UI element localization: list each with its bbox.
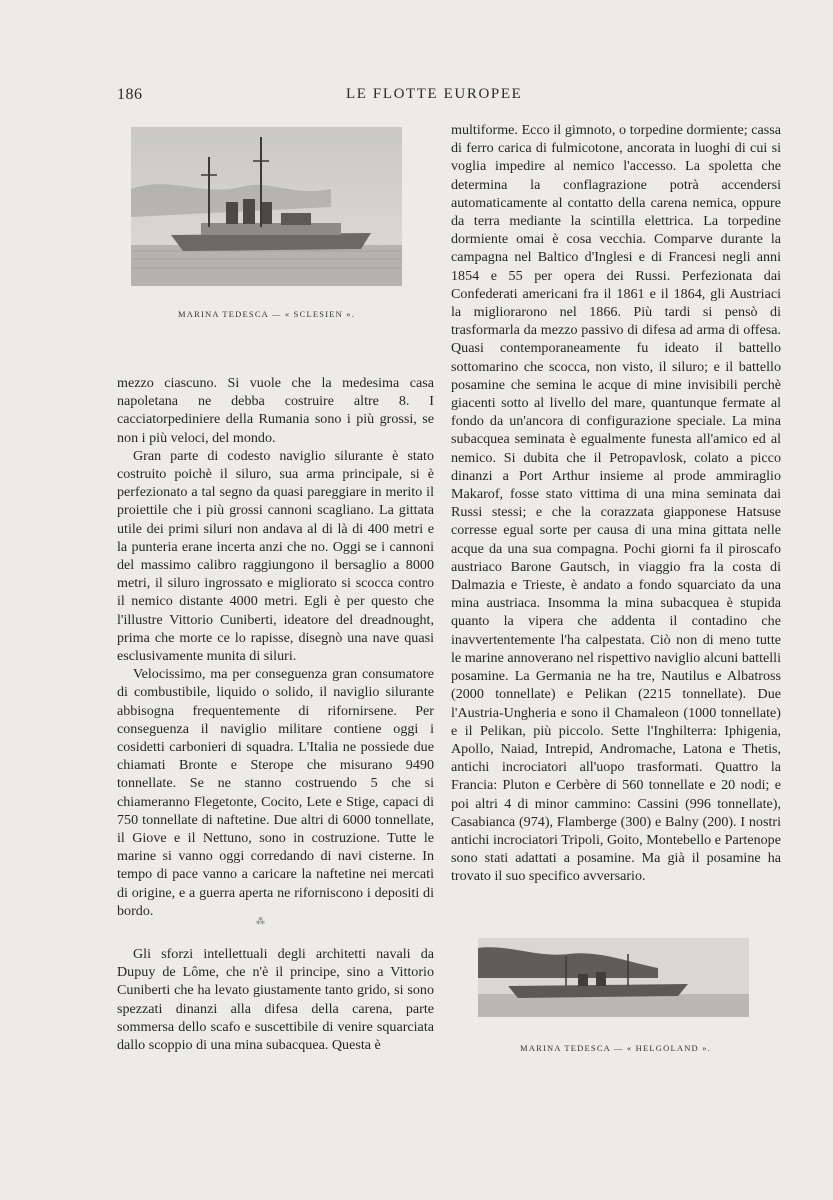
figure-caption-bottom: MARINA TEDESCA — « HELGOLAND ». bbox=[520, 1043, 711, 1053]
battleship-illustration bbox=[478, 938, 749, 1017]
paragraph: Velocissimo, ma per conseguenza gran consumatore di combustibile, liquido o solido, il naviglio silurante abbisogna frequentemente di rifornirsene. Per conseguenza il naviglio militare contiene oggi i cosidetti carbonieri di squadra. L'Italia ne possiede due chiamati Bronte e Sterope che misurano 9490 tonnellate. Se ne stanno costruendo 5 che si chiameranno Flegetonte, Cocito, Lete e Stige, capaci di 750 tonnellate di naftetine. Due altri di 6000 tonnellate, il Giove e il Nettuno, sono in costruzione. Tutte le marine si vanno oggi corredando di navi cisterne. In tempo di pace vanno a caricare la naftetine nei mercati di origine, e a guerra aperta ne riforniscono i depositi di bordo. bbox=[117, 666, 434, 919]
page-number: 186 bbox=[117, 86, 143, 103]
right-column bbox=[451, 121, 781, 886]
photo-helgoland bbox=[478, 938, 749, 1017]
battleship-illustration bbox=[131, 127, 402, 286]
ornament-dots: ⁂ bbox=[256, 916, 267, 926]
left-column bbox=[117, 374, 434, 920]
paragraph: Gran parte di codesto naviglio silurante è stato costruito poichè il siluro, sua arma principale, si è perfezionato a tal segno da quasi pareggiare in merito il proiettile che i più grossi cannoni scagliano. La gittata utile dei primi siluri non andava al di là di 400 metri e la punteria erane incerta anzi che no. Oggi se i cannoni del massimo calibro raggiungono il bersaglio a 8000 metri, il siluro ingrossato e migliorato si scocca contro il nemico distante 4000 metri. Egli è per questo che l'illustre Vittorio Cuniberti, ideatore del dreadnought, prima che morte ce lo rapisse, disegnò una nave quasi esclusivamente munita di siluri. bbox=[117, 447, 434, 665]
figure-caption-top: MARINA TEDESCA — « SCLESIEN ». bbox=[178, 309, 356, 319]
paragraph: mezzo ciascuno. Si vuole che la medesima casa napoletana ne debba costruire altre 8. I cacciatorpediniere della Rumania sono i più grossi, se non i più veloci, del mondo. bbox=[117, 375, 434, 446]
photo-sclesien bbox=[131, 127, 402, 286]
paragraph: Gli sforzi intellettuali degli architetti navali da Dupuy de Lôme, che n'è il principe, sino a Vittorio Cuniberti che ha levato giustamente tanto grido, si sono spezzati dinanzi alla difesa della carena, parte sommersa dello scafo e suscettibile di venire squarciata dallo scoppio di una mina subacquea. Questa è bbox=[117, 946, 434, 1054]
bottom-column bbox=[117, 945, 434, 1054]
paragraph: multiforme. Ecco il gimnoto, o torpedine dormiente; cassa di ferro carica di fulmicotone, ancorata in luoghi di cui si voglia impedire al nemico l'accesso. La spoletta che determina la conflagrazione potrà accendersi automaticamente al contatto della carena nemica, oppure da terra mediante la scintilla elettrica. La torpedine dormiente omai è cosa vecchia. Comparve durante la campagna nel Baltico d'Inglesi e di Francesi negli anni 1854 e 55 per opera dei Russi. Perfezionata dai Confederati americani fra il 1861 e il 1864, gli Austriaci la migliorarono nel 1866. Più tardi si pensò di trasformarla da mezzo passivo di difesa ad arma di offesa. Quasi contemporaneamente fu ideato il battello sottomarino che scocca, non visto, il siluro; e il battello posamine che semina le acque di mine invisibili perchè giacenti sotto al livello del mare, quantunque fermate al fondo da un'ancora di configurazione speciale. La mina subacquea seminata è egualmente funesta all'amico ed al nemico. Si dubita che il Petropavlosk, colato a picco dinanzi a Port Arthur insieme al prode ammiraglio Makarof, fosse stato vittima di una mina seminata dai Russi stessi; e che la corazzata giapponese Hatsuse corresse egual sorte per causa di una mina gittata nelle acque da una sua compagna. Pochi giorni fa il piroscafo austriaco Barone Gautsch, in viaggio fra la costa di Dalmazia e Trieste, è andato a fondo squarciato da una mina austriaca. Insomma la mina subacquea è stupida quanto la vipera che addenta il contadino che inavvertentemente l'ha calpestata. Ciò non di meno tutte le marine annoverano nel rispettivo naviglio alcuni battelli posamine. La Germania ne ha tre, Nautilus e Albatross (2000 tonnellate) e Pelikan (2215 tonnellate). Due l'Austria-Ungheria e sono il Chamaleon (1000 tonnellate) e il Pelikan, più piccolo. Sette l'Inghilterra: Iphigenia, Apollo, Naiad, Intrepid, Andromache, Latona e Thetis, antichi incrociatori all'uopo trasformati. Quattro la Francia: Pluton e Cerbère di 560 tonnellate e 20 nodi; e poi altri 4 di minor cammino: Cassini (996 tonnellate), Casabianca (974), Flamberge (300) e Balny (200). I nostri antichi incrociatori Tripoli, Goito, Montebello e Partenope sono stati adattati a posamine. Ma già il posamine ha trovato il suo specifico avversario. bbox=[451, 122, 781, 885]
running-title: LE FLOTTE EUROPEE bbox=[346, 86, 523, 102]
